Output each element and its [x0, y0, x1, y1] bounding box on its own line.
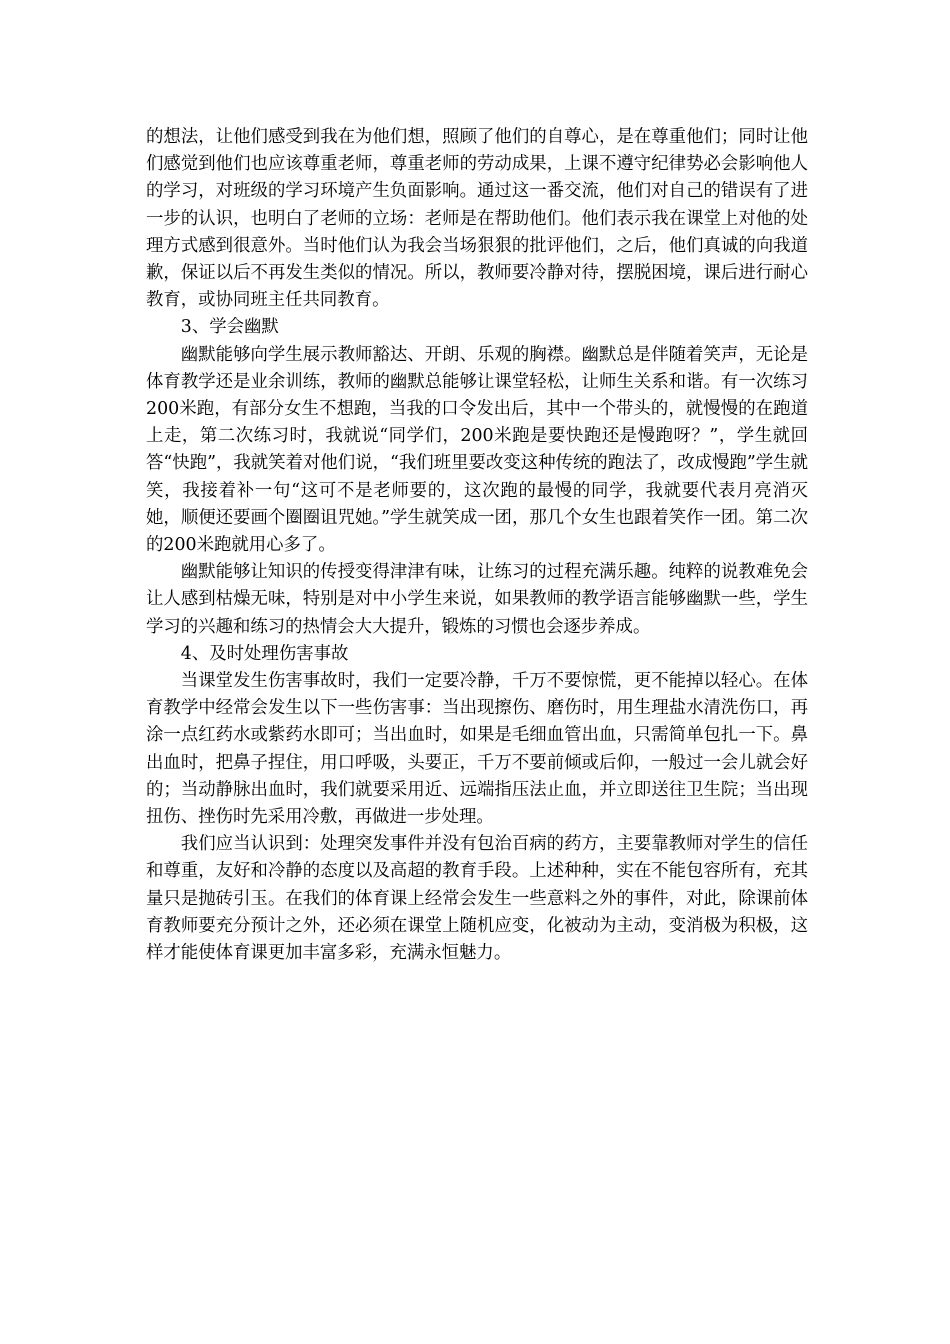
paragraph-humor-benefit: 幽默能够让知识的传授变得津津有味，让练习的过程充满乐趣。纯粹的说教难免会让人感到枯燥无味，特别是对中小学生来说，如果教师的教学语言能够幽默一些，学生学习的兴趣和练习的热情会大大提升，锻炼的习惯也会逐步养成。	[146, 562, 808, 637]
document-body	[146, 124, 808, 967]
paragraph-continued: 的想法，让他们感受到我在为他们想，照顾了他们的自尊心，是在尊重他们；同时让他们感觉到他们也应该尊重老师，尊重老师的劳动成果，上课不遵守纪律势必会影响他人的学习，对班级的学习环境产生负面影响。通过这一番交流，他们对自己的错误有了进一步的认识，也明白了老师的立场：老师是在帮助他们。他们表示我在课堂上对他的处理方式感到很意外。当时他们认为我会当场狠狠的批评他们，之后，他们真诚的向我道歉，保证以后不再发生类似的情况。所以，教师要冷静对待，摆脱困境，课后进行耐心教育，或协同班主任共同教育。	[146, 127, 808, 311]
paragraph-conclusion: 我们应当认识到：处理突发事件并没有包治百病的药方，主要靠教师对学生的信任和尊重，友好和冷静的态度以及高超的教育手段。上述种种，实在不能包容所有，充其量只是抛砖引玉。在我们的体育课上经常会发生一些意料之外的事件，对此，除课前体育教师要充分预计之外，还必须在课堂上随机应变，化被动为主动，变消极为积极，这样才能使体育课更加丰富多彩，充满永恒魅力。	[146, 834, 808, 964]
paragraph-humor-example: 幽默能够向学生展示教师豁达、开朗、乐观的胸襟。幽默总是伴随着笑声，无论是体育教学还是业余训练，教师的幽默总能够让课堂轻松，让师生关系和谐。有一次练习200米跑，有部分女生不想跑，当我的口令发出后，其中一个带头的，就慢慢的在跑道上走，第二次练习时，我就说“同学们，200米跑是要快跑还是慢跑呀？”，学生就回答“快跑”，我就笑着对他们说，“我们班里要改变这种传统的跑法了，改成慢跑”学生就笑，我接着补一句“这可不是老师要的，这次跑的最慢的同学，我就要代表月亮消灭她，顺便还要画个圈圈诅咒她。”学生就笑成一团，那几个女生也跟着笑作一团。第二次的200米跑就用心多了。	[146, 344, 808, 556]
section-heading-injury: 4、及时处理伤害事故	[180, 643, 349, 664]
section-heading-humor: 3、学会幽默	[180, 317, 279, 338]
paragraph-injury-handling: 当课堂发生伤害事故时，我们一定要冷静，千万不要惊慌，更不能掉以轻心。在体育教学中经常会发生以下一些伤害事：当出现擦伤、磨伤时，用生理盐水清洗伤口，再涂一点红药水或紫药水即可；当出血时，如果是毛细血管出血，只需简单包扎一下。鼻出血时，把鼻子捏住，用口呼吸，头要正，千万不要前倾或后仰，一般过一会儿就会好的；当动静脉出血时，我们就要采用近、远端指压法止血，并立即送往卫生院；当出现扭伤、挫伤时先采用冷敷，再做进一步处理。	[146, 671, 808, 828]
